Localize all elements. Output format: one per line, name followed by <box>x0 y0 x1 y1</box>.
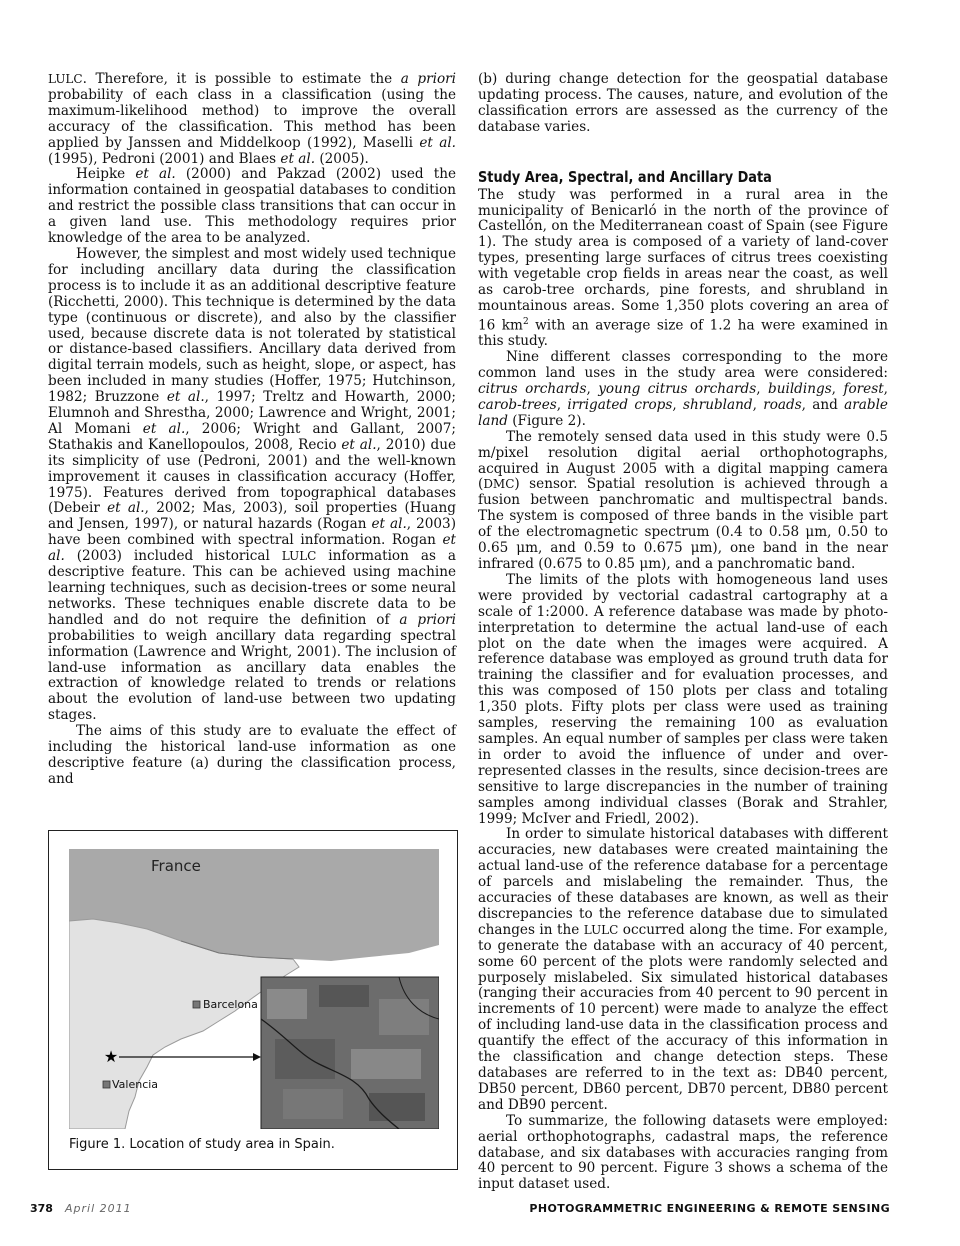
right-column <box>478 72 888 1193</box>
paragraph: In order to simulate historical databases with different accuracies, new databases were created maintaining the actual land-use of the reference database for a percentage of parcels and mislabeling the remainder. Thus, the accuracies of these databases are known, as well as their discrepancies to the reference database due to simulated changes in the LULC occurred along the time. For example, to generate the database with an accuracy of 40 percent, some 60 percent of the plots were randomly selected and purposely mislabeled. Six simulated historical databases (ranging their accuracies from 40 percent to 90 percent in increments of 10 percent) were made to analyze the effect of including land-use data in the classification process and quantify the effect of the accuracy of this information in the classification and change detection steps. These databases are referred to in the text as: DB40 percent, DB50 percent, DB60 percent, DB70 percent, DB80 percent and DB90 percent. <box>478 826 889 1113</box>
field-patch <box>275 1039 335 1079</box>
paragraph: (b) during change detection for the geospatial database updating process. The causes, nature, and evolution of the classification errors are assessed as the currency of the database varies. <box>478 71 888 135</box>
field-patch <box>267 989 307 1019</box>
paragraph: The aims of this study are to evaluate the effect of including the historical land-use information as one descriptive feature (a) during the classification process, and <box>48 723 456 787</box>
paragraph: However, the simplest and most widely used technique for including ancillary data during the classification process is to include it as an additional descriptive feature (Ricchetti, 2000). This technique is determined by the data type (continuous or discrete), and also by the classifier used, because discrete data is not tolerated by statistical or distance-based classifiers. Ancillary data derived from digital terrain models, such as height, slope, or aspect, has been included in many studies (Hoffer, 1975; Hutchinson, 1982; Bruzzone et al., 1997; Treltz and Howarth, 2000; Elumnoh and Shrestha, 2000; Lawrence and Wright, 2001; Al Momani et al., 2006; Wright and Gallant, 2007; Stathakis and Kanellopoulos, 2008, Recio et al., 2010) due its simplicity of use (Pedroni, 2001) and the well-known improvement it causes in classification accuracy (Hoffer, 1975). Features derived from topographical databases (Debeir et al., 2002; Mas, 2003), soil properties (Huang and Jensen, 1997), or natural hazards (Rogan et al., 2003) have been combined with spectral information. Rogan et al. (2003) included historical LULC information as a descriptive feature. This can be achieved using machine learning techniques, such as decision-trees or some neural networks. These techniques enable discrete data to be handled and do not require the definition of a priori probabilities to weigh ancillary data regarding spectral information (Lawrence and Wright, 2001). The inclusion of land-use information as ancillary data enables the extraction of knowledge related to trends or relations about the evolution of land-use between two updating stages. <box>48 245 457 724</box>
section-heading: Study Area, Spectral, and Ancillary Data <box>478 167 772 186</box>
location-map <box>69 849 439 1129</box>
field-patch <box>369 1093 425 1121</box>
paragraph: The limits of the plots with homogeneous land uses were provided by vectorial cadastral cartography at a scale of 1:2000. A reference database was made by photo-interpretation to determine the actual land-use of each plot on the date when the images were acquired. A reference database was employed as ground truth data for training the classifier and for evaluation processes, and this was composed of 150 plots per class and totaling 1,350 plots. Fifty plots per class were used as training samples, reserving the remaining 100 as evaluation samples. An equal number of samples per class were taken in order to avoid the influence of under and over-represented classes in the results, since decision-trees are sensitive to large discrepancies in the number of training samples among individual classes (Borak and Strahler, 1999; McIver and Friedl, 2002). <box>478 571 888 827</box>
field-patch <box>351 1049 421 1079</box>
field-patch <box>319 985 369 1007</box>
paragraph: The remotely sensed data used in this study were 0.5 m/pixel resolution digital aerial orthophotographs, acquired in August 2005 with a digital mapping camera (DMC) sensor. Spatial resolution is achieved through a fusion between panchromatic and multispectral bands. The system is composed of three bands in the visible part of the electromagnetic spectrum (0.4 to 0.58 μm, 0.50 to 0.65 μm, and 0.59 to 0.675 μm), one band in the near infrared (0.675 to 0.85 μm), and a panchromatic band. <box>478 428 888 572</box>
paragraph: The study was performed in a rural area in the municipality of Benicarló in the north of the province of Castellón, on the Mediterranean coast of Spain (see Figure 1). The study area is composed of a variety of land-cover types, presenting large surfaces of citrus trees coexisting with vegetable crop fields in areas near the coast, as well as carob-tree orchards, pine forests, and shrubland in mountainous areas. Some 1,350 plots covering an area of 16 $km^2$ with an average size of 1.2 ha were examined in this study. <box>478 186 889 350</box>
study-area-star-icon: ★ <box>103 1047 119 1066</box>
paragraph: Heipke et al. (2000) and Pakzad (2002) used the information contained in geospatial databases to condition and restrict the possible class transitions that can occur in a given land use. This methodology requires prior knowledge of the area to be analyzed. <box>48 166 457 247</box>
label-france: France <box>151 857 201 875</box>
valencia-marker <box>103 1081 110 1088</box>
figure-caption: Figure 1. Location of study area in Spain. <box>69 1137 335 1152</box>
spacer <box>478 136 888 168</box>
left-column <box>48 72 456 788</box>
figure-1 <box>48 830 458 1170</box>
paragraph: To summarize, the following datasets were employed: aerial orthophotographs, cadastral maps, the reference database, and six databases with accuracies ranging from 40 percent to 90 percent. Figure 3 shows a schema of the input dataset used. <box>478 1112 888 1193</box>
journal-name: PHOTOGRAMMETRIC ENGINEERING & REMOTE SENSING <box>529 1202 890 1215</box>
label-barcelona: Barcelona <box>203 998 258 1011</box>
paragraph: Nine different classes corresponding to the more common land uses in the study area were considered: citrus orchards, young citrus orchards, buildings, forest, carob-trees, irrigated crops, shrubland, roads, and arable land (Figure 2). <box>478 349 888 429</box>
paragraph: LULC. Therefore, it is possible to estimate the a priori probability of each class in a classification (using the maximum-likelihood method) to improve the overall accuracy of the classification. This method has been applied by Janssen and Middelkoop (1992), Maselli et al. (1995), Pedroni (2001) and Blaes et al. (2005). <box>48 71 456 167</box>
barcelona-marker <box>193 1001 200 1008</box>
field-patch <box>283 1089 343 1119</box>
label-valencia: Valencia <box>112 1078 159 1091</box>
page-number: 378 <box>30 1202 53 1215</box>
issue-date: April 2011 <box>65 1202 132 1215</box>
field-patch <box>379 999 429 1035</box>
